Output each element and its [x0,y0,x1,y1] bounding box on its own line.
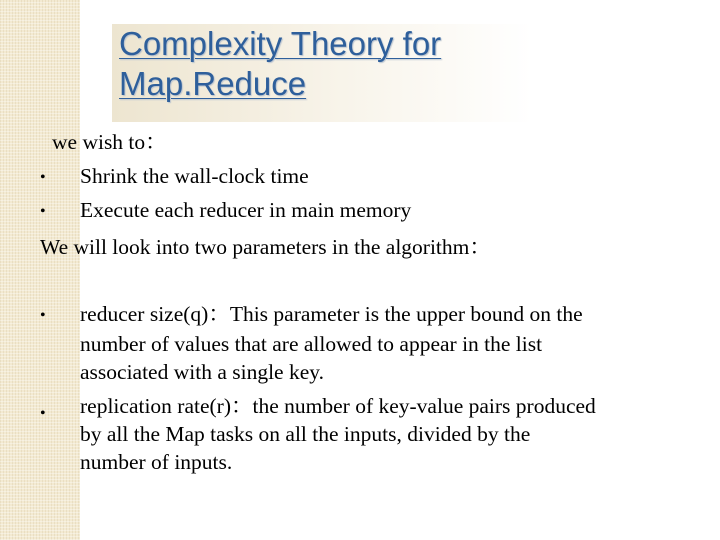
bullet-marker: • [40,405,46,422]
param1-line-1: reducer size(q)：This parameter is the upper bound on the [80,302,583,326]
slide-title-line-1: Complexity Theory for [119,25,442,62]
param2-line-1: replication rate(r)：the number of key-value pairs produced [80,394,596,418]
intro-text: we wish to： [52,130,167,154]
slide-title-line-2: Map.Reduce [119,65,307,102]
bullet-marker: • [40,307,46,324]
param1-line-2: number of values that are allowed to appear in the list [80,332,543,356]
param1-line-3: associated with a single key. [80,360,324,384]
goal-item-2: Execute each reducer in main memory [80,198,412,222]
bullet-marker: • [40,203,46,220]
param2-line-3: number of inputs. [80,450,233,474]
bullet-marker: • [40,169,46,186]
goal-item-1: Shrink the wall-clock time [80,164,309,188]
param2-line-2: by all the Map tasks on all the inputs, divided by the [80,422,531,446]
params-intro-text: We will look into two parameters in the algorithm： [40,235,491,259]
